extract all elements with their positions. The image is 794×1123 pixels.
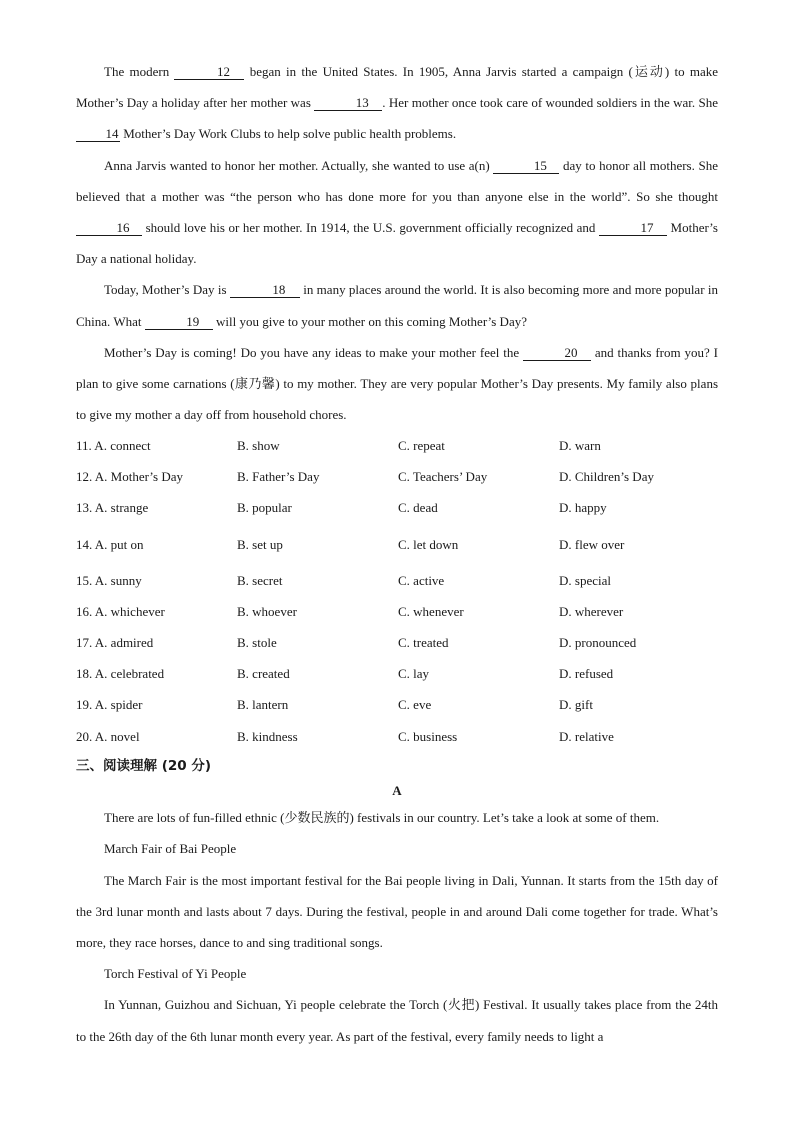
option-c: C. business [398, 728, 458, 744]
blank-20: 20 [523, 345, 591, 361]
cloze-paragraph-3: Today, Mother’s Day is 18 in many places around the world. It is also becoming more and more popular in China. What 19 will you give to your mother on this coming Mother’s Day? [76, 282, 718, 329]
option-b: B. Father’s Day [237, 469, 320, 485]
option-row [76, 462, 718, 493]
cloze-paragraph-4: Mother’s Day is coming! Do you have any ideas to make your mother feel the 20 and thanks from you? I plan to give some carnations (康乃馨) to my mother. They are very popular Mother’s Day presents. My family also plans to give my mother a day off from household chores. [76, 344, 718, 423]
option-b: B. lantern [237, 697, 289, 713]
option-c: C. let down [398, 536, 459, 552]
option-c: C. Teachers’ Day [398, 469, 488, 485]
blank-17: 17 [599, 220, 667, 236]
option-c: C. dead [398, 500, 438, 516]
option-row [76, 659, 718, 690]
option-a: 13. A. strange [76, 500, 149, 516]
section-title: 三、阅读理解 (20 分) [76, 758, 212, 775]
blank-12: 12 [174, 64, 244, 80]
option-a: 19. A. spider [76, 697, 143, 713]
option-b: B. secret [237, 572, 283, 588]
blank-15: 15 [493, 158, 559, 174]
option-row [76, 721, 718, 752]
blank-16: 16 [76, 220, 142, 236]
option-row [76, 596, 718, 627]
option-a: 18. A. celebrated [76, 666, 165, 682]
exam-page [76, 56, 718, 1052]
option-c: C. lay [398, 666, 430, 682]
blank-13: 13 [314, 95, 382, 111]
option-d: D. warn [559, 438, 601, 454]
option-b: B. whoever [237, 603, 297, 619]
blank-18: 18 [230, 282, 300, 298]
option-d: D. gift [559, 697, 593, 713]
option-d: D. special [559, 572, 611, 588]
festival-paragraph-1: The March Fair is the most important festival for the Bai people living in Dali, Yunnan. It starts from the 15th day of the 3rd lunar month and lasts about 7 days. During the festival, people in and around Dali come together for trade. What’s more, they race horses, dance to and sing traditional songs. [76, 872, 718, 950]
option-row [76, 690, 718, 721]
option-a: 12. A. Mother’s Day [76, 469, 184, 485]
option-d: D. relative [559, 728, 614, 744]
option-a: 17. A. admired [76, 634, 154, 650]
option-row [76, 524, 718, 565]
option-a: 20. A. novel [76, 728, 140, 744]
festival-heading-1: March Fair of Bai People [104, 841, 237, 857]
option-a: 11. A. connect [76, 438, 151, 454]
option-b: B. stole [237, 634, 277, 650]
blank-19: 19 [145, 314, 213, 330]
option-c: C. repeat [398, 438, 445, 454]
option-row [76, 565, 718, 596]
part-label: A [392, 783, 402, 799]
option-a: 14. A. put on [76, 536, 144, 552]
option-b: B. kindness [237, 728, 298, 744]
option-c: C. whenever [398, 603, 464, 619]
option-c: C. treated [398, 634, 449, 650]
festival-paragraph-2: In Yunnan, Guizhou and Sichuan, Yi people celebrate the Torch (火把) Festival. It usually takes place from the 24th to the 26th day of the 6th lunar month every year. As part of the festival, every family needs to light a [76, 997, 718, 1044]
option-row [76, 430, 718, 461]
option-d: D. pronounced [559, 634, 637, 650]
option-row [76, 627, 718, 658]
option-d: D. happy [559, 500, 607, 516]
option-d: D. wherever [559, 603, 624, 619]
option-c: C. eve [398, 697, 432, 713]
answer-options [76, 430, 718, 752]
option-d: D. refused [559, 666, 614, 682]
option-c: C. active [398, 572, 445, 588]
cloze-paragraph-2: Anna Jarvis wanted to honor her mother. Actually, she wanted to use a(n) 15 day to honor all mothers. She believed that a mother was “the person who has done more for you than anyone else in the world”. So she thought 16 should love his or her mother. In 1914, the U.S. government officially recognized and 17 Mother’s Day a national holiday. [76, 157, 718, 267]
option-d: D. flew over [559, 536, 625, 552]
option-row [76, 493, 718, 524]
cloze-paragraph-1: The modern 12 began in the United States. In 1905, Anna Jarvis started a campaign (运动) to make Mother’s Day a holiday after her mother was 13 . Her mother once took care of wounded soldiers in the war. She 14 Mother’s Day Work Clubs to help solve public health problems. [76, 64, 719, 142]
reading-intro: There are lots of fun-filled ethnic (少数民族的) festivals in our country. Let’s take a look at some of them. [104, 810, 660, 826]
option-b: B. popular [237, 500, 292, 516]
option-b: B. set up [237, 536, 283, 552]
option-d: D. Children’s Day [559, 469, 654, 485]
option-a: 16. A. whichever [76, 603, 165, 619]
option-a: 15. A. sunny [76, 572, 142, 588]
option-b: B. show [237, 438, 280, 454]
festival-heading-2: Torch Festival of Yi People [104, 966, 247, 982]
option-b: B. created [237, 666, 290, 682]
blank-14: 14 [76, 126, 120, 142]
